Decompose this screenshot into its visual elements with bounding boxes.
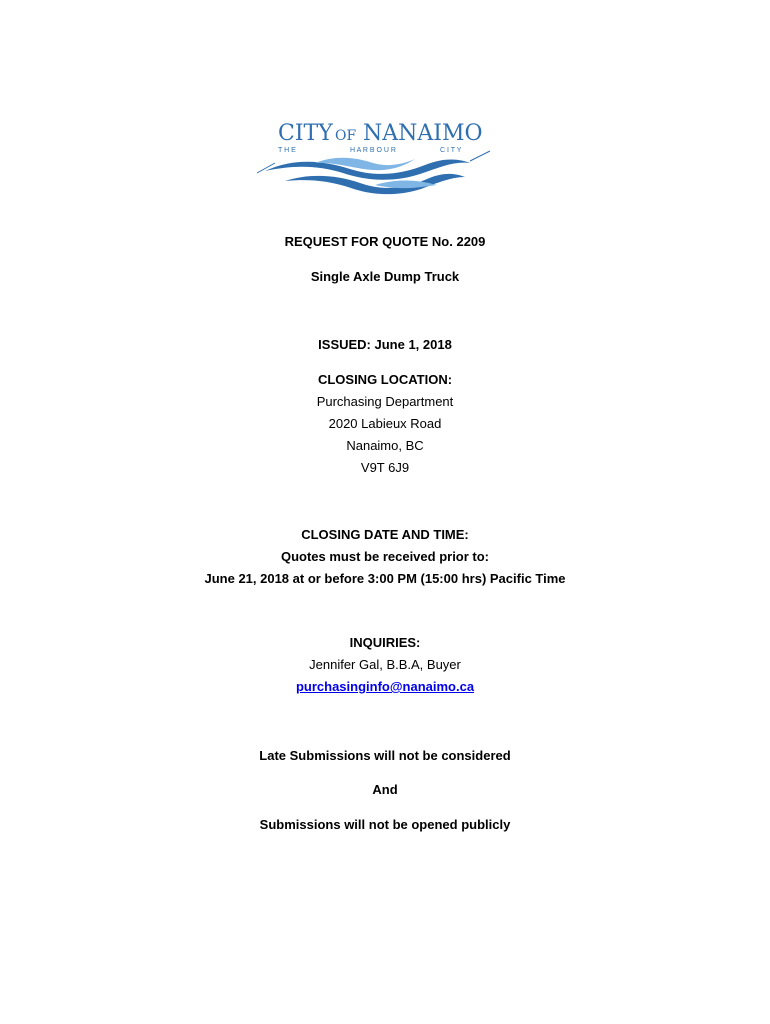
closing-date-instruction: Quotes must be received prior to: xyxy=(280,549,490,564)
logo-tagline-the: T H E xyxy=(278,147,296,154)
closing-location-heading: CLOSING LOCATION: xyxy=(317,372,453,387)
logo-name-nanaimo: NANAIMO xyxy=(363,121,483,146)
inquiries-contact: Jennifer Gal, B.B.A, Buyer xyxy=(309,657,461,672)
closing-location-line: Purchasing Department xyxy=(316,394,454,409)
inquiries-heading: INQUIRIES: xyxy=(349,635,421,650)
and-note: And xyxy=(372,782,398,797)
rfq-subject: Single Axle Dump Truck xyxy=(310,269,460,284)
logo-name-city: CITY xyxy=(278,121,333,146)
issued-date: ISSUED: June 1, 2018 xyxy=(318,337,452,352)
city-of-nanaimo-logo xyxy=(255,115,495,200)
inquiries-email-link[interactable]: purchasinginfo@nanaimo.ca xyxy=(295,679,475,694)
wave-logo-icon xyxy=(255,115,495,200)
closing-location-line: 2020 Labieux Road xyxy=(328,416,442,431)
inquiries-section xyxy=(0,632,770,698)
closing-date-heading: CLOSING DATE AND TIME: xyxy=(301,527,469,542)
rfq-title: REQUEST FOR QUOTE No. 2209 xyxy=(284,234,486,249)
public-opening-note: Submissions will not be opened publicly xyxy=(259,817,511,832)
logo-tagline-harbour: H A R B O U R xyxy=(350,147,396,154)
late-submissions-note: Late Submissions will not be considered xyxy=(259,748,511,763)
closing-date-time: June 21, 2018 at or before 3:00 PM (15:00 hrs) Pacific Time xyxy=(204,571,566,586)
logo-tagline-city: C I T Y xyxy=(440,147,462,154)
closing-location-section xyxy=(0,369,770,479)
logo-name-of: OF xyxy=(335,128,357,144)
closing-location-line: Nanaimo, BC xyxy=(346,438,424,453)
closing-date-section xyxy=(0,524,770,590)
closing-location-line: V9T 6J9 xyxy=(360,460,410,475)
